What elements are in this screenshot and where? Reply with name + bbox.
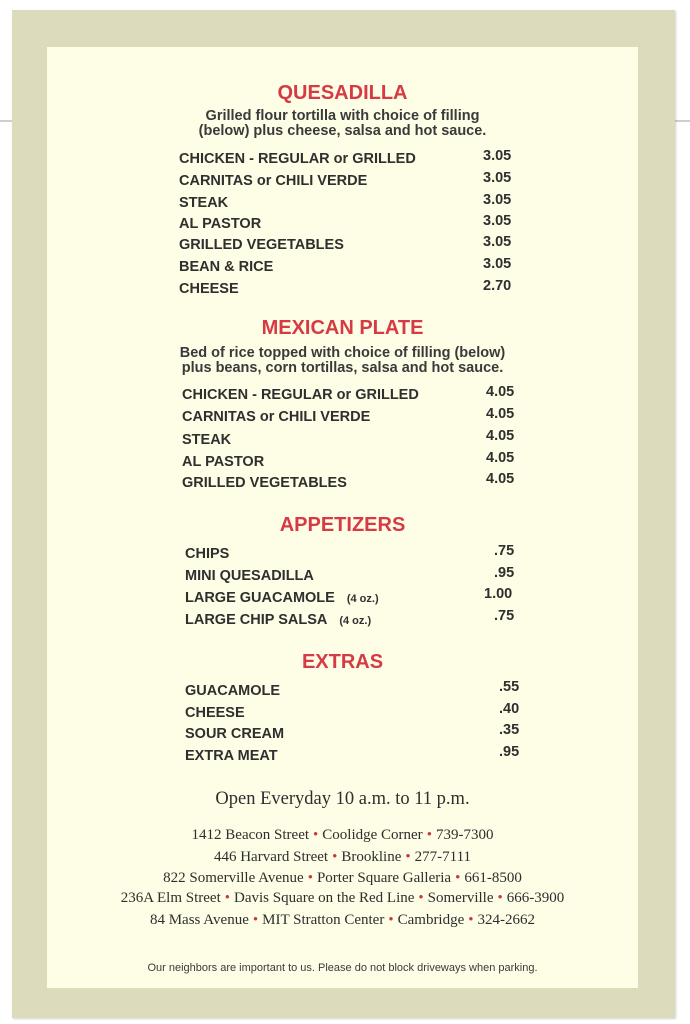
bullet-icon: • (455, 870, 461, 886)
street-address: 1412 Beacon Street (191, 827, 310, 843)
bullet-icon: • (497, 890, 503, 906)
menu-item-price: .75 (494, 543, 515, 559)
menu-item-price: 4.05 (486, 406, 515, 422)
menu-item-name: GUACAMOLE (185, 683, 281, 699)
menu-item-price: 3.05 (483, 148, 512, 164)
menu-item-name: CARNITAS or CHILI VERDE (182, 409, 371, 425)
street-address: 822 Somerville Avenue (163, 870, 304, 886)
section-title-quesadilla: QUESADILLA (277, 82, 408, 104)
neighborhood: Coolidge Corner (322, 827, 423, 843)
bullet-icon: • (426, 827, 432, 843)
section-title-extras: EXTRAS (301, 651, 384, 673)
street-address: 446 Harvard Street (213, 849, 329, 865)
menu-item-name: EXTRA MEAT (185, 748, 278, 764)
opening-hours: Open Everyday 10 a.m. to 11 p.m. (215, 789, 470, 809)
menu-item-price: 1.00 (484, 586, 513, 602)
street-address: 84 Mass Avenue (149, 912, 249, 928)
street-address: 236A Elm Street (120, 890, 221, 906)
location-line (47, 827, 638, 844)
city: Cambridge (397, 912, 465, 928)
phone-number: 666-3900 (506, 890, 565, 906)
section-description (47, 346, 638, 376)
menu-item-price: 3.05 (483, 234, 512, 250)
menu-item-price: 4.05 (486, 471, 515, 487)
menu-item-price: .35 (499, 722, 520, 738)
menu-item-name: AL PASTOR (179, 216, 262, 232)
section-title-mexican-plate: MEXICAN PLATE (261, 317, 424, 339)
menu-item-price: 3.05 (483, 170, 512, 186)
menu-item-name (185, 590, 379, 606)
menu-item-name: CHICKEN - REGULAR or GRILLED (179, 151, 416, 167)
menu-item-price: .95 (499, 744, 520, 760)
menu-item-name: CHICKEN - REGULAR or GRILLED (182, 387, 419, 403)
menu-item-name: CHEESE (185, 705, 245, 721)
item-label: LARGE GUACAMOLE (185, 590, 335, 606)
portion-note: (4 oz.) (346, 593, 379, 605)
menu-item-price: .95 (494, 565, 515, 581)
description-line: Grilled flour tortilla with choice of filling (205, 108, 480, 124)
bullet-icon: • (405, 849, 411, 865)
menu-item-price: .75 (494, 608, 515, 624)
menu-item-price: 3.05 (483, 192, 512, 208)
menu-item-name: BEAN & RICE (179, 259, 274, 275)
bullet-icon: • (224, 890, 231, 906)
parking-notice: Our neighbors are important to us. Please do not block driveways when parking. (147, 962, 538, 974)
bullet-icon: • (307, 870, 313, 886)
description-line: plus beans, corn tortillas, salsa and hot sauce. (181, 360, 504, 376)
location-line (25, 890, 660, 907)
phone-number: 739-7300 (435, 827, 494, 843)
city: Somerville (427, 890, 494, 906)
menu-item-price: 3.05 (483, 213, 512, 229)
menu-item-name: CARNITAS or CHILI VERDE (179, 173, 368, 189)
menu-item-name: AL PASTOR (182, 454, 265, 470)
description-line: Bed of rice topped with choice of filling (below) (179, 345, 506, 361)
menu-item-name: CHEESE (179, 281, 239, 297)
menu-item-price: 2.70 (483, 278, 512, 294)
menu-item-name: CHIPS (185, 546, 230, 562)
neighborhood: Davis Square on the Red Line (234, 890, 415, 906)
section-description (47, 109, 638, 139)
neighborhood: MIT Stratton Center (262, 912, 385, 928)
portion-note: (4 oz.) (339, 615, 372, 627)
phone-number: 661-8500 (464, 870, 522, 886)
bullet-icon: • (468, 912, 474, 928)
bullet-icon: • (332, 849, 338, 865)
location-line (47, 849, 638, 866)
description-line: (below) plus cheese, salsa and hot sauce. (198, 123, 487, 139)
menu-item-name: MINI QUESADILLA (185, 568, 314, 584)
bullet-icon: • (388, 912, 394, 928)
location-line (47, 912, 638, 929)
location-line (47, 870, 638, 887)
menu-item-name (185, 612, 371, 628)
menu-card (47, 47, 638, 988)
menu-item-name: GRILLED VEGETABLES (182, 475, 347, 491)
menu-item-price: .40 (499, 701, 520, 717)
phone-number: 324-2662 (477, 912, 536, 928)
menu-item-price: 3.05 (483, 256, 512, 272)
phone-number: 277-7111 (414, 849, 472, 865)
menu-item-name: GRILLED VEGETABLES (179, 237, 344, 253)
menu-item-name: STEAK (179, 195, 229, 211)
item-label: LARGE CHIP SALSA (185, 612, 328, 628)
menu-item-price: 4.05 (486, 384, 515, 400)
menu-item-name: SOUR CREAM (185, 726, 285, 742)
menu-item-name: STEAK (182, 432, 232, 448)
bullet-icon: • (313, 827, 319, 843)
neighborhood: Porter Square Galleria (316, 870, 452, 886)
menu-item-price: 4.05 (486, 428, 515, 444)
section-title-appetizers: APPETIZERS (279, 514, 406, 536)
bullet-icon: • (252, 912, 259, 928)
menu-item-price: .55 (499, 679, 520, 695)
neighborhood: Brookline (341, 849, 402, 865)
menu-item-price: 4.05 (486, 450, 515, 466)
bullet-icon: • (418, 890, 424, 906)
